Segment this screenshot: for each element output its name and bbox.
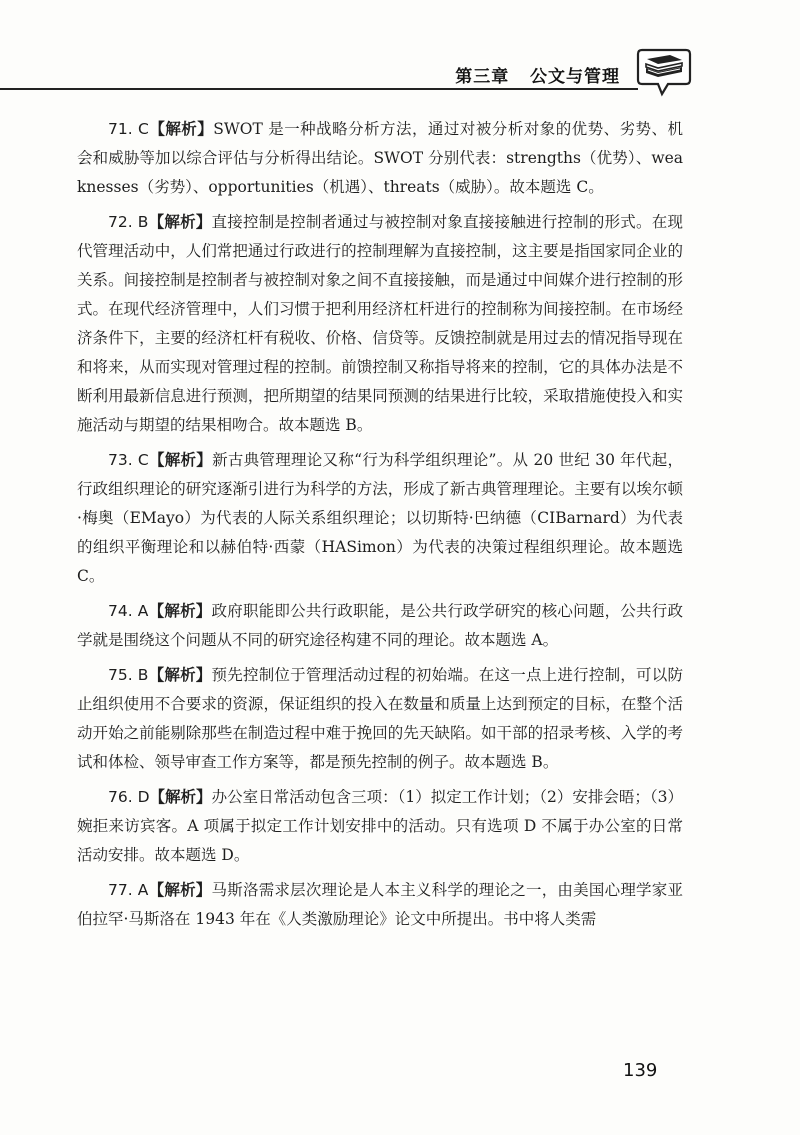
analysis-tag: 【解析】 [149, 788, 212, 806]
answer-paragraph-76 [77, 783, 683, 870]
page-header [0, 0, 800, 100]
header-divider [0, 88, 638, 90]
answer-paragraph-72 [77, 208, 683, 440]
answer-number: 74. A [108, 602, 149, 620]
answer-paragraph-75 [77, 661, 683, 777]
answer-paragraph-73 [77, 446, 683, 591]
books-stack-icon [636, 46, 692, 98]
answer-paragraph-74 [77, 597, 683, 655]
answer-text: 直接控制是控制者通过与被控制对象直接接触进行控制的形式。在现代管理活动中，人们常把通过行政进行的控制理解为直接控制，这主要是指国家同企业的关系。间接控制是控制者与被控制对象之间不直接接触，而是通过中间媒介进行控制的形式。在现代经济管理中，人们习惯于把利用经济杠杆进行的控制称为间接控制。在市场经济条件下，主要的经济杠杆有税收、价格、信贷等。反馈控制就是用过去的情况指导现在和将来，从而实现对管理过程的控制。前馈控制又称指导将来的控制，它的具体办法是不断利用最新信息进行预测，把所期望的结果同预测的结果进行比较，采取措施使投入和实施活动与期望的结果相吻合。故本题选 B。 [77, 213, 683, 434]
answer-text: 政府职能即公共行政职能，是公共行政学研究的核心问题，公共行政学就是围绕这个问题从不同的研究途径构建不同的理论。故本题选 A。 [77, 602, 683, 649]
answer-number: 75. B [108, 666, 149, 684]
answer-number: 76. D [108, 788, 150, 806]
chapter-heading [455, 62, 620, 87]
analysis-tag: 【解析】 [148, 666, 212, 684]
chapter-title: 公文与管理 [530, 67, 620, 87]
answer-paragraph-77 [77, 876, 683, 934]
answer-text: 马斯洛需求层次理论是人本主义科学的理论之一，由美国心理学家亚伯拉罕·马斯洛在 1943 年在《人类激励理论》论文中所提出。书中将人类需 [77, 881, 683, 928]
chapter-number: 第三章 [455, 67, 510, 87]
answer-number: 72. B [108, 213, 149, 231]
answer-text: 办公室日常活动包含三项：（1）拟定工作计划；（2）安排会晤；（3）婉拒来访宾客。A 项属于拟定工作计划安排中的活动。只有选项 D 不属于办公室的日常活动安排。故本题选 D。 [77, 788, 684, 864]
analysis-tag: 【解析】 [148, 451, 213, 469]
answer-text: 新古典管理理论又称“行为科学组织理论”。从 20 世纪 30 年代起，行政组织理论的研究逐渐引进行为科学的方法，形成了新古典管理理论。主要有以埃尔顿·梅奥（EMayo）为代表的人际关系组织理论；以切斯特·巴纳德（CIBarnard）为代表的组织平衡理论和以赫伯特·西蒙（HASimon）为代表的决策过程组织理论。故本题选 C。 [77, 451, 683, 585]
answer-number: 73. C [108, 451, 149, 469]
analysis-tag: 【解析】 [148, 213, 212, 231]
page-number: 139 [623, 1060, 658, 1081]
answer-text: 预先控制位于管理活动过程的初始端。在这一点上进行控制，可以防止组织使用不合要求的资源，保证组织的投入在数量和质量上达到预定的目标，在整个活动开始之前能剔除那些在制造过程中难于挽回的先天缺陷。如干部的招录考核、入学的考试和体检、领导审查工作方案等，都是预先控制的例子。故本题选 B。 [77, 666, 683, 771]
answer-text: SWOT 是一种战略分析方法，通过对被分析对象的优势、劣势、机会和威胁等加以综合评估与分析得出结论。SWOT 分别代表：strengths（优势）、weaknesses（劣势）、opportunities（机遇）、threats（威胁）。故本题选 C。 [77, 120, 683, 196]
answer-number: 71. C [108, 120, 149, 138]
answer-explanations [77, 115, 683, 940]
analysis-tag: 【解析】 [148, 602, 212, 620]
analysis-tag: 【解析】 [148, 120, 214, 138]
answer-number: 77. A [108, 881, 149, 899]
answer-paragraph-71 [77, 115, 683, 202]
analysis-tag: 【解析】 [148, 881, 212, 899]
